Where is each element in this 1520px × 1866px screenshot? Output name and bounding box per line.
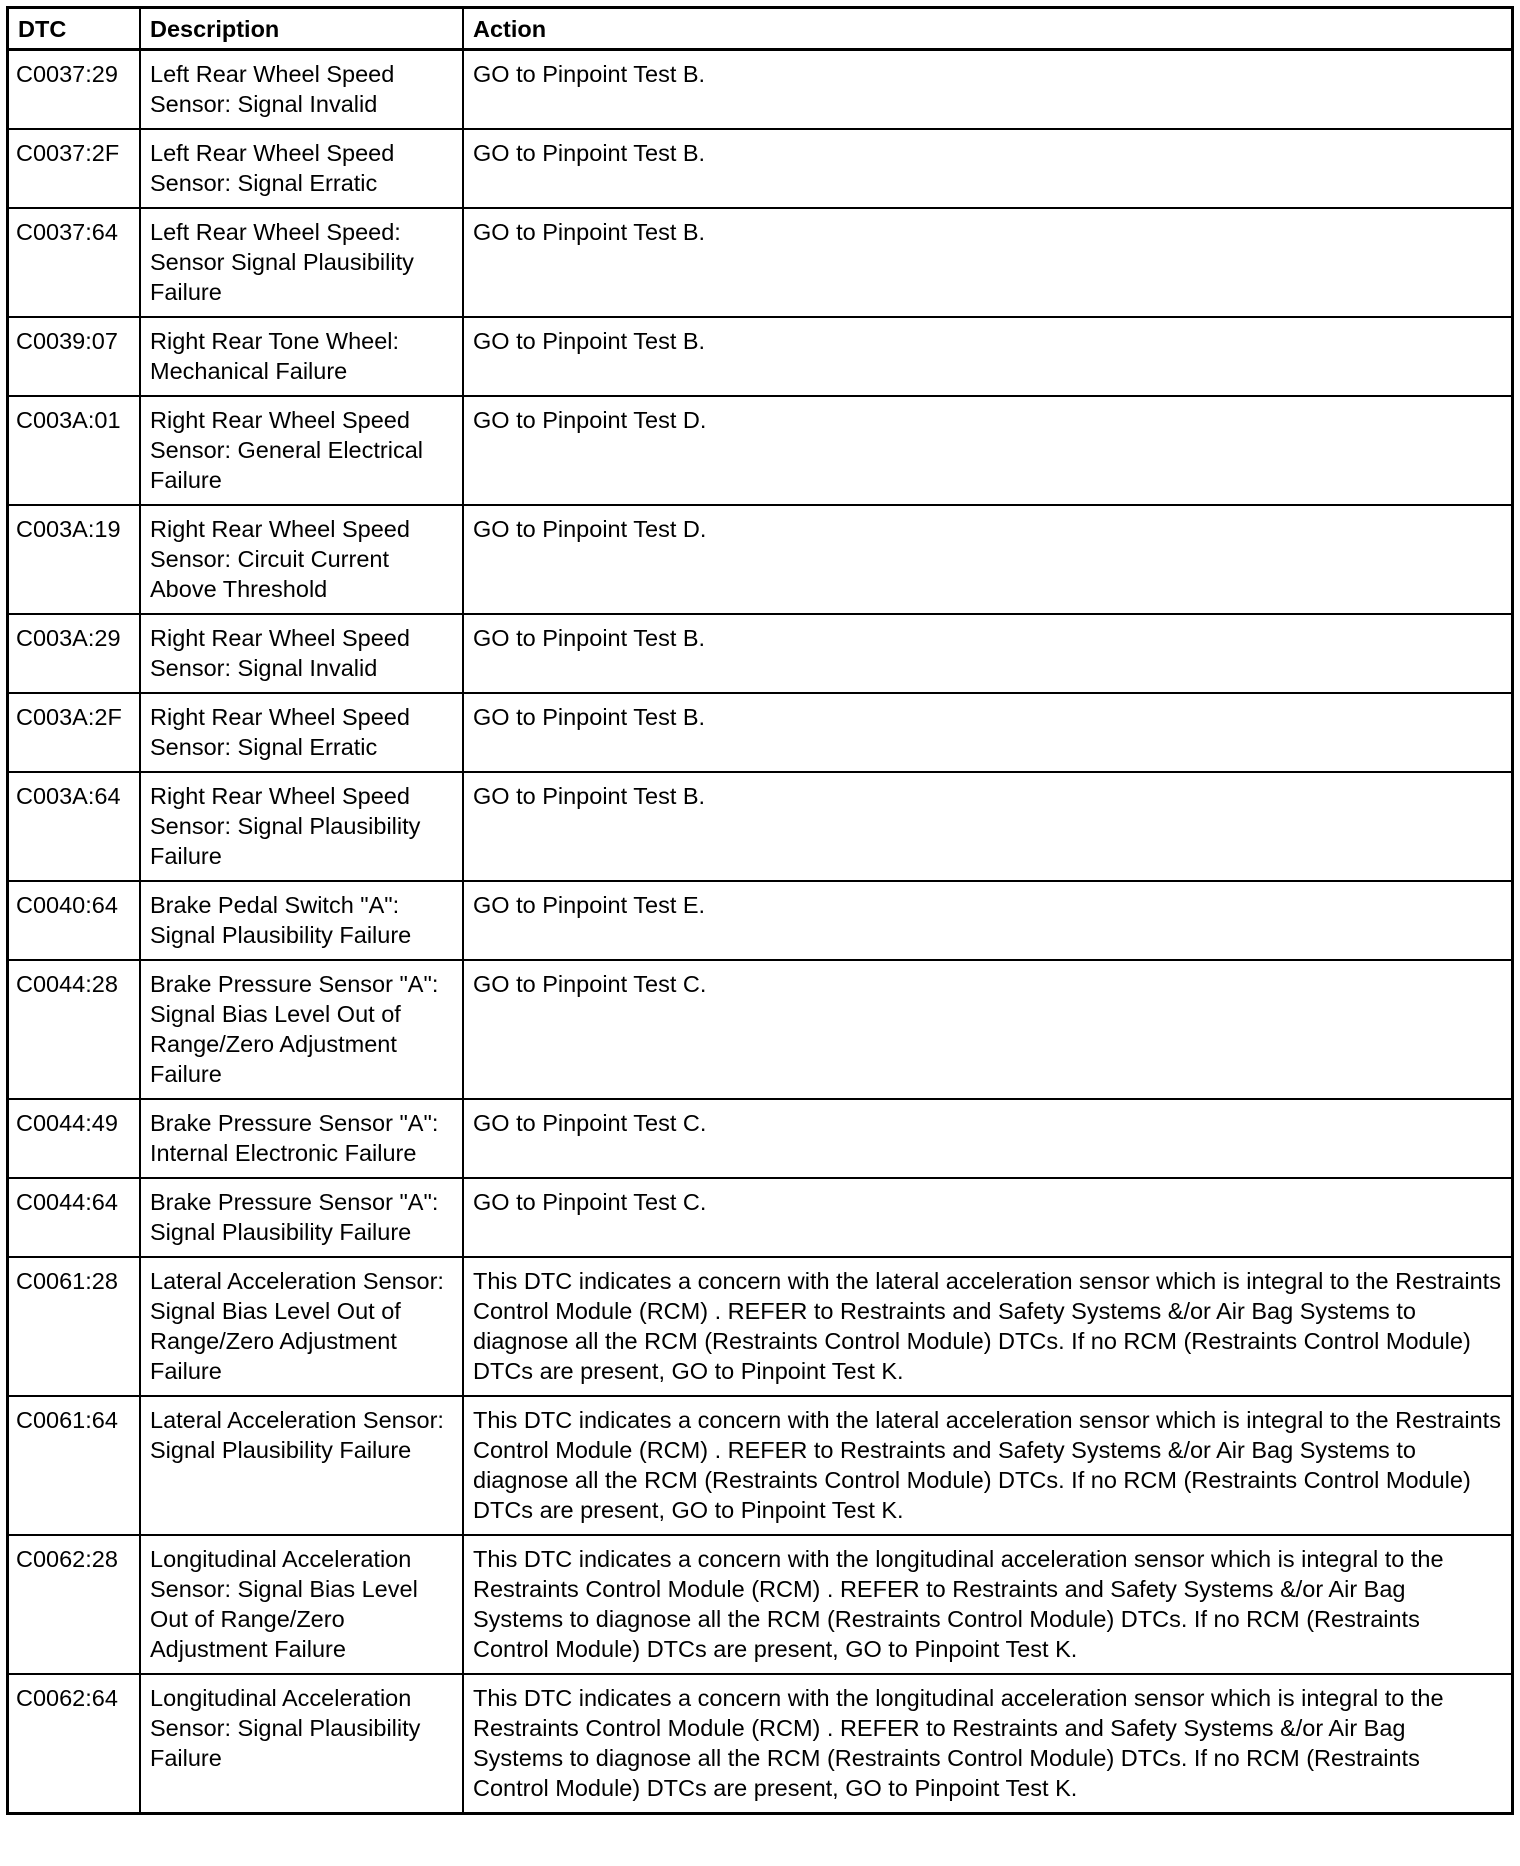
table-row bbox=[9, 881, 1511, 960]
table-row bbox=[9, 129, 1511, 208]
dtc-action: This DTC indicates a concern with the longitudinal acceleration sensor which is integral to the Restraints Control Module (RCM) . REFER to Restraints and Safety Systems &/or Air Bag Systems to diagnose all the RCM (Restraints Control Module) DTCs. If no RCM (Restraints Control Module) DTCs are present, GO to Pinpoint Test K. bbox=[463, 1535, 1511, 1674]
dtc-description: Left Rear Wheel Speed Sensor: Signal Invalid bbox=[140, 50, 463, 130]
dtc-description: Right Rear Wheel Speed Sensor: Signal Plausibility Failure bbox=[140, 772, 463, 881]
table-row bbox=[9, 396, 1511, 505]
dtc-description: Brake Pressure Sensor "A": Internal Electronic Failure bbox=[140, 1099, 463, 1178]
dtc-description: Longitudinal Acceleration Sensor: Signal Bias Level Out of Range/Zero Adjustment Failure bbox=[140, 1535, 463, 1674]
dtc-description: Longitudinal Acceleration Sensor: Signal Plausibility Failure bbox=[140, 1674, 463, 1812]
table-row bbox=[9, 960, 1511, 1099]
table-row bbox=[9, 317, 1511, 396]
dtc-description: Lateral Acceleration Sensor: Signal Bias Level Out of Range/Zero Adjustment Failure bbox=[140, 1257, 463, 1396]
dtc-code: C0044:49 bbox=[9, 1099, 140, 1178]
dtc-action: This DTC indicates a concern with the longitudinal acceleration sensor which is integral to the Restraints Control Module (RCM) . REFER to Restraints and Safety Systems &/or Air Bag Systems to diagnose all the RCM (Restraints Control Module) DTCs. If no RCM (Restraints Control Module) DTCs are present, GO to Pinpoint Test K. bbox=[463, 1674, 1511, 1812]
dtc-code: C0061:28 bbox=[9, 1257, 140, 1396]
table-row bbox=[9, 1257, 1511, 1396]
dtc-description: Brake Pressure Sensor "A": Signal Bias Level Out of Range/Zero Adjustment Failure bbox=[140, 960, 463, 1099]
dtc-action: GO to Pinpoint Test D. bbox=[463, 396, 1511, 505]
dtc-action: GO to Pinpoint Test B. bbox=[463, 50, 1511, 130]
table-row bbox=[9, 1099, 1511, 1178]
dtc-code: C0037:64 bbox=[9, 208, 140, 317]
dtc-action: GO to Pinpoint Test B. bbox=[463, 129, 1511, 208]
dtc-description: Brake Pressure Sensor "A": Signal Plausibility Failure bbox=[140, 1178, 463, 1257]
dtc-code: C0044:28 bbox=[9, 960, 140, 1099]
dtc-description: Right Rear Wheel Speed Sensor: General Electrical Failure bbox=[140, 396, 463, 505]
column-header-description: Description bbox=[140, 9, 463, 50]
dtc-action: GO to Pinpoint Test B. bbox=[463, 693, 1511, 772]
dtc-description: Right Rear Wheel Speed Sensor: Signal Invalid bbox=[140, 614, 463, 693]
dtc-description: Left Rear Wheel Speed Sensor: Signal Erratic bbox=[140, 129, 463, 208]
dtc-description: Right Rear Wheel Speed Sensor: Signal Erratic bbox=[140, 693, 463, 772]
table-row bbox=[9, 614, 1511, 693]
dtc-action: GO to Pinpoint Test C. bbox=[463, 960, 1511, 1099]
dtc-code: C0040:64 bbox=[9, 881, 140, 960]
dtc-table bbox=[9, 9, 1511, 1812]
dtc-code: C003A:19 bbox=[9, 505, 140, 614]
dtc-code: C0044:64 bbox=[9, 1178, 140, 1257]
dtc-description: Brake Pedal Switch "A": Signal Plausibility Failure bbox=[140, 881, 463, 960]
table-row bbox=[9, 505, 1511, 614]
column-header-dtc: DTC bbox=[9, 9, 140, 50]
table-row bbox=[9, 1674, 1511, 1812]
dtc-code: C0039:07 bbox=[9, 317, 140, 396]
dtc-action: GO to Pinpoint Test B. bbox=[463, 614, 1511, 693]
dtc-code: C003A:2F bbox=[9, 693, 140, 772]
table-row bbox=[9, 1178, 1511, 1257]
dtc-code: C0062:64 bbox=[9, 1674, 140, 1812]
dtc-description: Left Rear Wheel Speed: Sensor Signal Plausibility Failure bbox=[140, 208, 463, 317]
dtc-description: Right Rear Tone Wheel: Mechanical Failure bbox=[140, 317, 463, 396]
table-row bbox=[9, 50, 1511, 130]
dtc-action: GO to Pinpoint Test E. bbox=[463, 881, 1511, 960]
dtc-code: C003A:01 bbox=[9, 396, 140, 505]
column-header-action: Action bbox=[463, 9, 1511, 50]
dtc-code: C0061:64 bbox=[9, 1396, 140, 1535]
dtc-description: Lateral Acceleration Sensor: Signal Plausibility Failure bbox=[140, 1396, 463, 1535]
dtc-action: GO to Pinpoint Test C. bbox=[463, 1099, 1511, 1178]
dtc-code: C0037:2F bbox=[9, 129, 140, 208]
dtc-table-container bbox=[6, 6, 1514, 1815]
dtc-code: C0062:28 bbox=[9, 1535, 140, 1674]
dtc-action: GO to Pinpoint Test B. bbox=[463, 208, 1511, 317]
table-row bbox=[9, 208, 1511, 317]
dtc-code: C0037:29 bbox=[9, 50, 140, 130]
dtc-action: GO to Pinpoint Test B. bbox=[463, 772, 1511, 881]
table-row bbox=[9, 1396, 1511, 1535]
dtc-action: This DTC indicates a concern with the lateral acceleration sensor which is integral to the Restraints Control Module (RCM) . REFER to Restraints and Safety Systems &/or Air Bag Systems to diagnose all the RCM (Restraints Control Module) DTCs. If no RCM (Restraints Control Module) DTCs are present, GO to Pinpoint Test K. bbox=[463, 1257, 1511, 1396]
table-row bbox=[9, 772, 1511, 881]
dtc-description: Right Rear Wheel Speed Sensor: Circuit Current Above Threshold bbox=[140, 505, 463, 614]
dtc-action: GO to Pinpoint Test C. bbox=[463, 1178, 1511, 1257]
dtc-code: C003A:29 bbox=[9, 614, 140, 693]
dtc-action: This DTC indicates a concern with the lateral acceleration sensor which is integral to the Restraints Control Module (RCM) . REFER to Restraints and Safety Systems &/or Air Bag Systems to diagnose all the RCM (Restraints Control Module) DTCs. If no RCM (Restraints Control Module) DTCs are present, GO to Pinpoint Test K. bbox=[463, 1396, 1511, 1535]
table-row bbox=[9, 1535, 1511, 1674]
dtc-action: GO to Pinpoint Test B. bbox=[463, 317, 1511, 396]
dtc-action: GO to Pinpoint Test D. bbox=[463, 505, 1511, 614]
dtc-code: C003A:64 bbox=[9, 772, 140, 881]
table-header-row bbox=[9, 9, 1511, 50]
table-row bbox=[9, 693, 1511, 772]
